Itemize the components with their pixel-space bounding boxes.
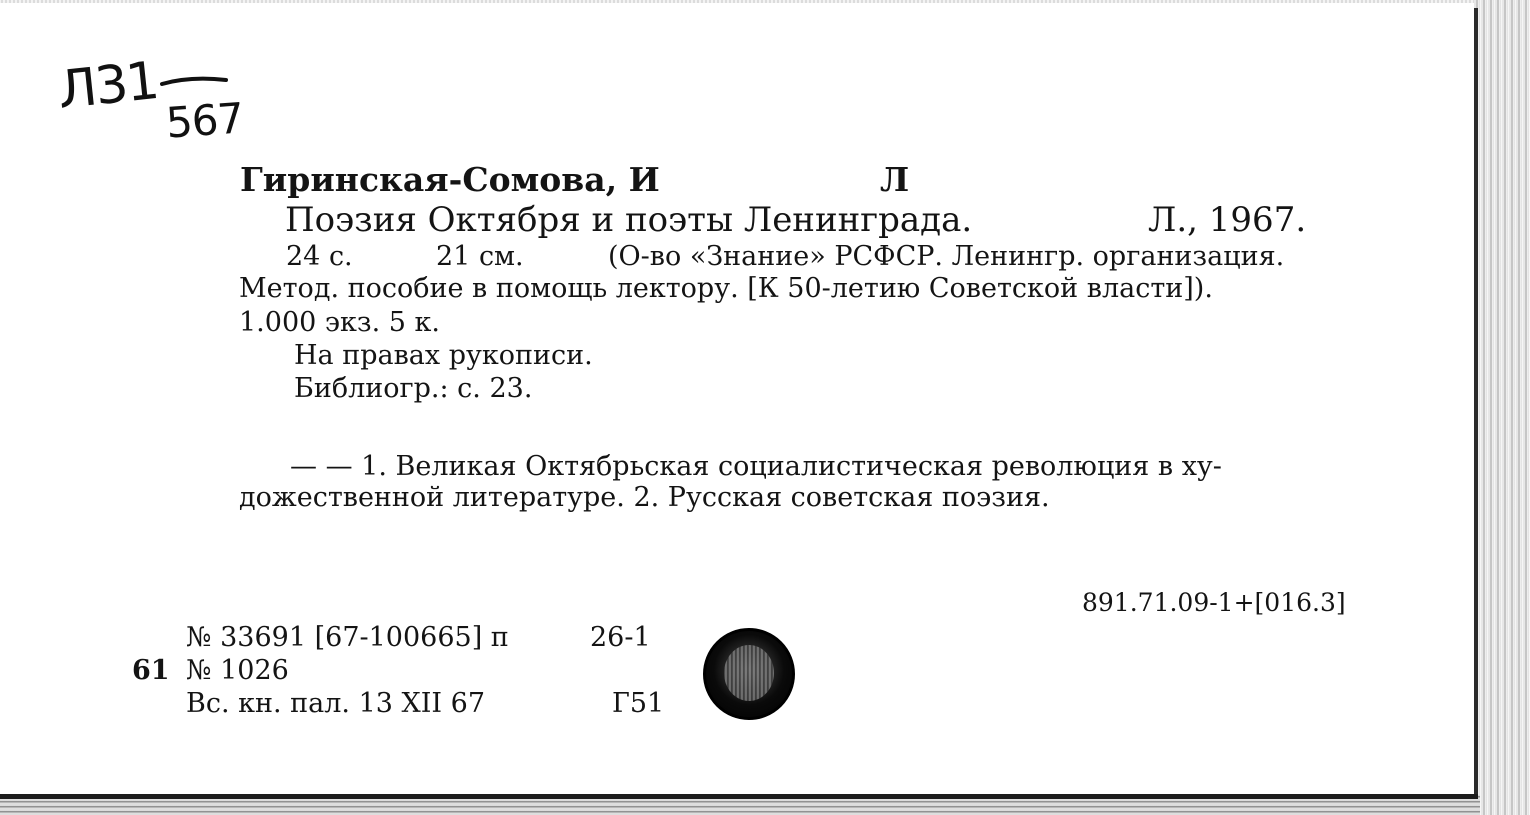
subjects-line-2: дожественной литературе. 2. Русская советская поэзия. — [239, 482, 1050, 513]
handwritten-shelfmark-top: Л31 — [55, 50, 161, 122]
record-code: 26-1 — [590, 622, 651, 653]
note-rights: На правах рукописи. — [294, 340, 593, 371]
scan-edge-right — [1474, 0, 1530, 815]
pages: 24 с. — [286, 241, 353, 272]
subjects-line-1: — — 1. Великая Октябрьская социалистическая революция в ху- — [290, 451, 1222, 482]
book-title: Поэзия Октября и поэты Ленинграда. — [285, 200, 973, 240]
series-prefix: 61 — [132, 655, 170, 686]
handwritten-fraction-line — [160, 74, 230, 88]
note-bibliography: Библиогр.: с. 23. — [294, 373, 533, 404]
card-border-bottom — [0, 794, 1478, 799]
scan-edge-top — [0, 0, 1480, 3]
size: 21 см. — [436, 241, 524, 272]
classification-code: 891.71.09-1+[016.3] — [1082, 588, 1346, 617]
chamber-date: Вс. кн. пал. 13 XII 67 — [186, 688, 486, 719]
author-initial: Л — [880, 160, 910, 199]
series-number: № 1026 — [186, 655, 289, 686]
record-number: № 33691 [67-100665] п — [186, 622, 509, 653]
publisher-line-1: (О-во «Знание» РСФСР. Ленингр. организация. — [608, 241, 1285, 272]
handwritten-shelfmark-bottom: 567 — [164, 93, 245, 148]
card-border-right — [1474, 8, 1478, 803]
punch-hole — [703, 628, 795, 720]
chamber-code: Г51 — [612, 688, 665, 719]
place-year: Л., 1967. — [1148, 200, 1307, 240]
publisher-line-2: Метод. пособие в помощь лектору. [К 50-летию Советской власти]). — [239, 273, 1213, 304]
print-run: 1.000 экз. 5 к. — [239, 307, 440, 338]
author-name: Гиринская-Сомова, И — [240, 160, 660, 199]
